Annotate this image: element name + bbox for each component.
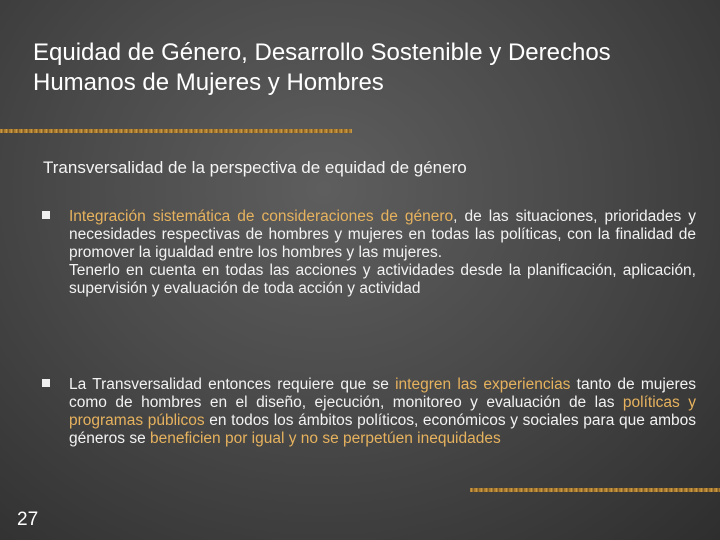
decorative-rule-top <box>0 129 352 133</box>
highlight-text: políticas y programas públicos <box>69 394 696 429</box>
bullet-paragraph-2: Tenerlo en cuenta en todas las acciones y actividades desde la planificación, aplicación, supervisión y evaluación de toda acción y actividad <box>69 262 696 297</box>
highlight-text: integren las experiencias <box>395 376 571 393</box>
bullet-text-1 <box>69 208 696 298</box>
bullet-text-2 <box>69 376 696 448</box>
highlight-text: Integración sistemática de consideraciones de género <box>69 208 454 225</box>
page-number: 27 <box>17 509 39 530</box>
square-bullet-icon <box>42 211 50 219</box>
slide-subtitle: Transversalidad de la perspectiva de equidad de género <box>43 158 467 177</box>
bullet-text-span: en todos los ámbitos políticos, económicos y sociales para que ambos géneros se <box>69 412 696 447</box>
bullet-text-span: La Transversalidad entonces requiere que se <box>69 376 396 393</box>
bullet-text-span: tanto de mujeres como de hombres en el diseño, ejecución, monitoreo y evaluación de las <box>69 376 696 411</box>
decorative-rule-bottom <box>470 488 720 492</box>
square-bullet-icon <box>42 379 50 387</box>
bullet-text-span: , de las situaciones, prioridades y necesidades respectivas de hombres y mujeres en todas las políticas, con la finalidad de promover la igualdad entre los hombres y las mujeres. <box>69 208 696 261</box>
highlight-text: beneficien por igual y no se perpetúen inequidades <box>150 430 501 447</box>
slide-title: Equidad de Género, Desarrollo Sostenible y Derechos Humanos de Mujeres y Hombres <box>33 39 611 96</box>
